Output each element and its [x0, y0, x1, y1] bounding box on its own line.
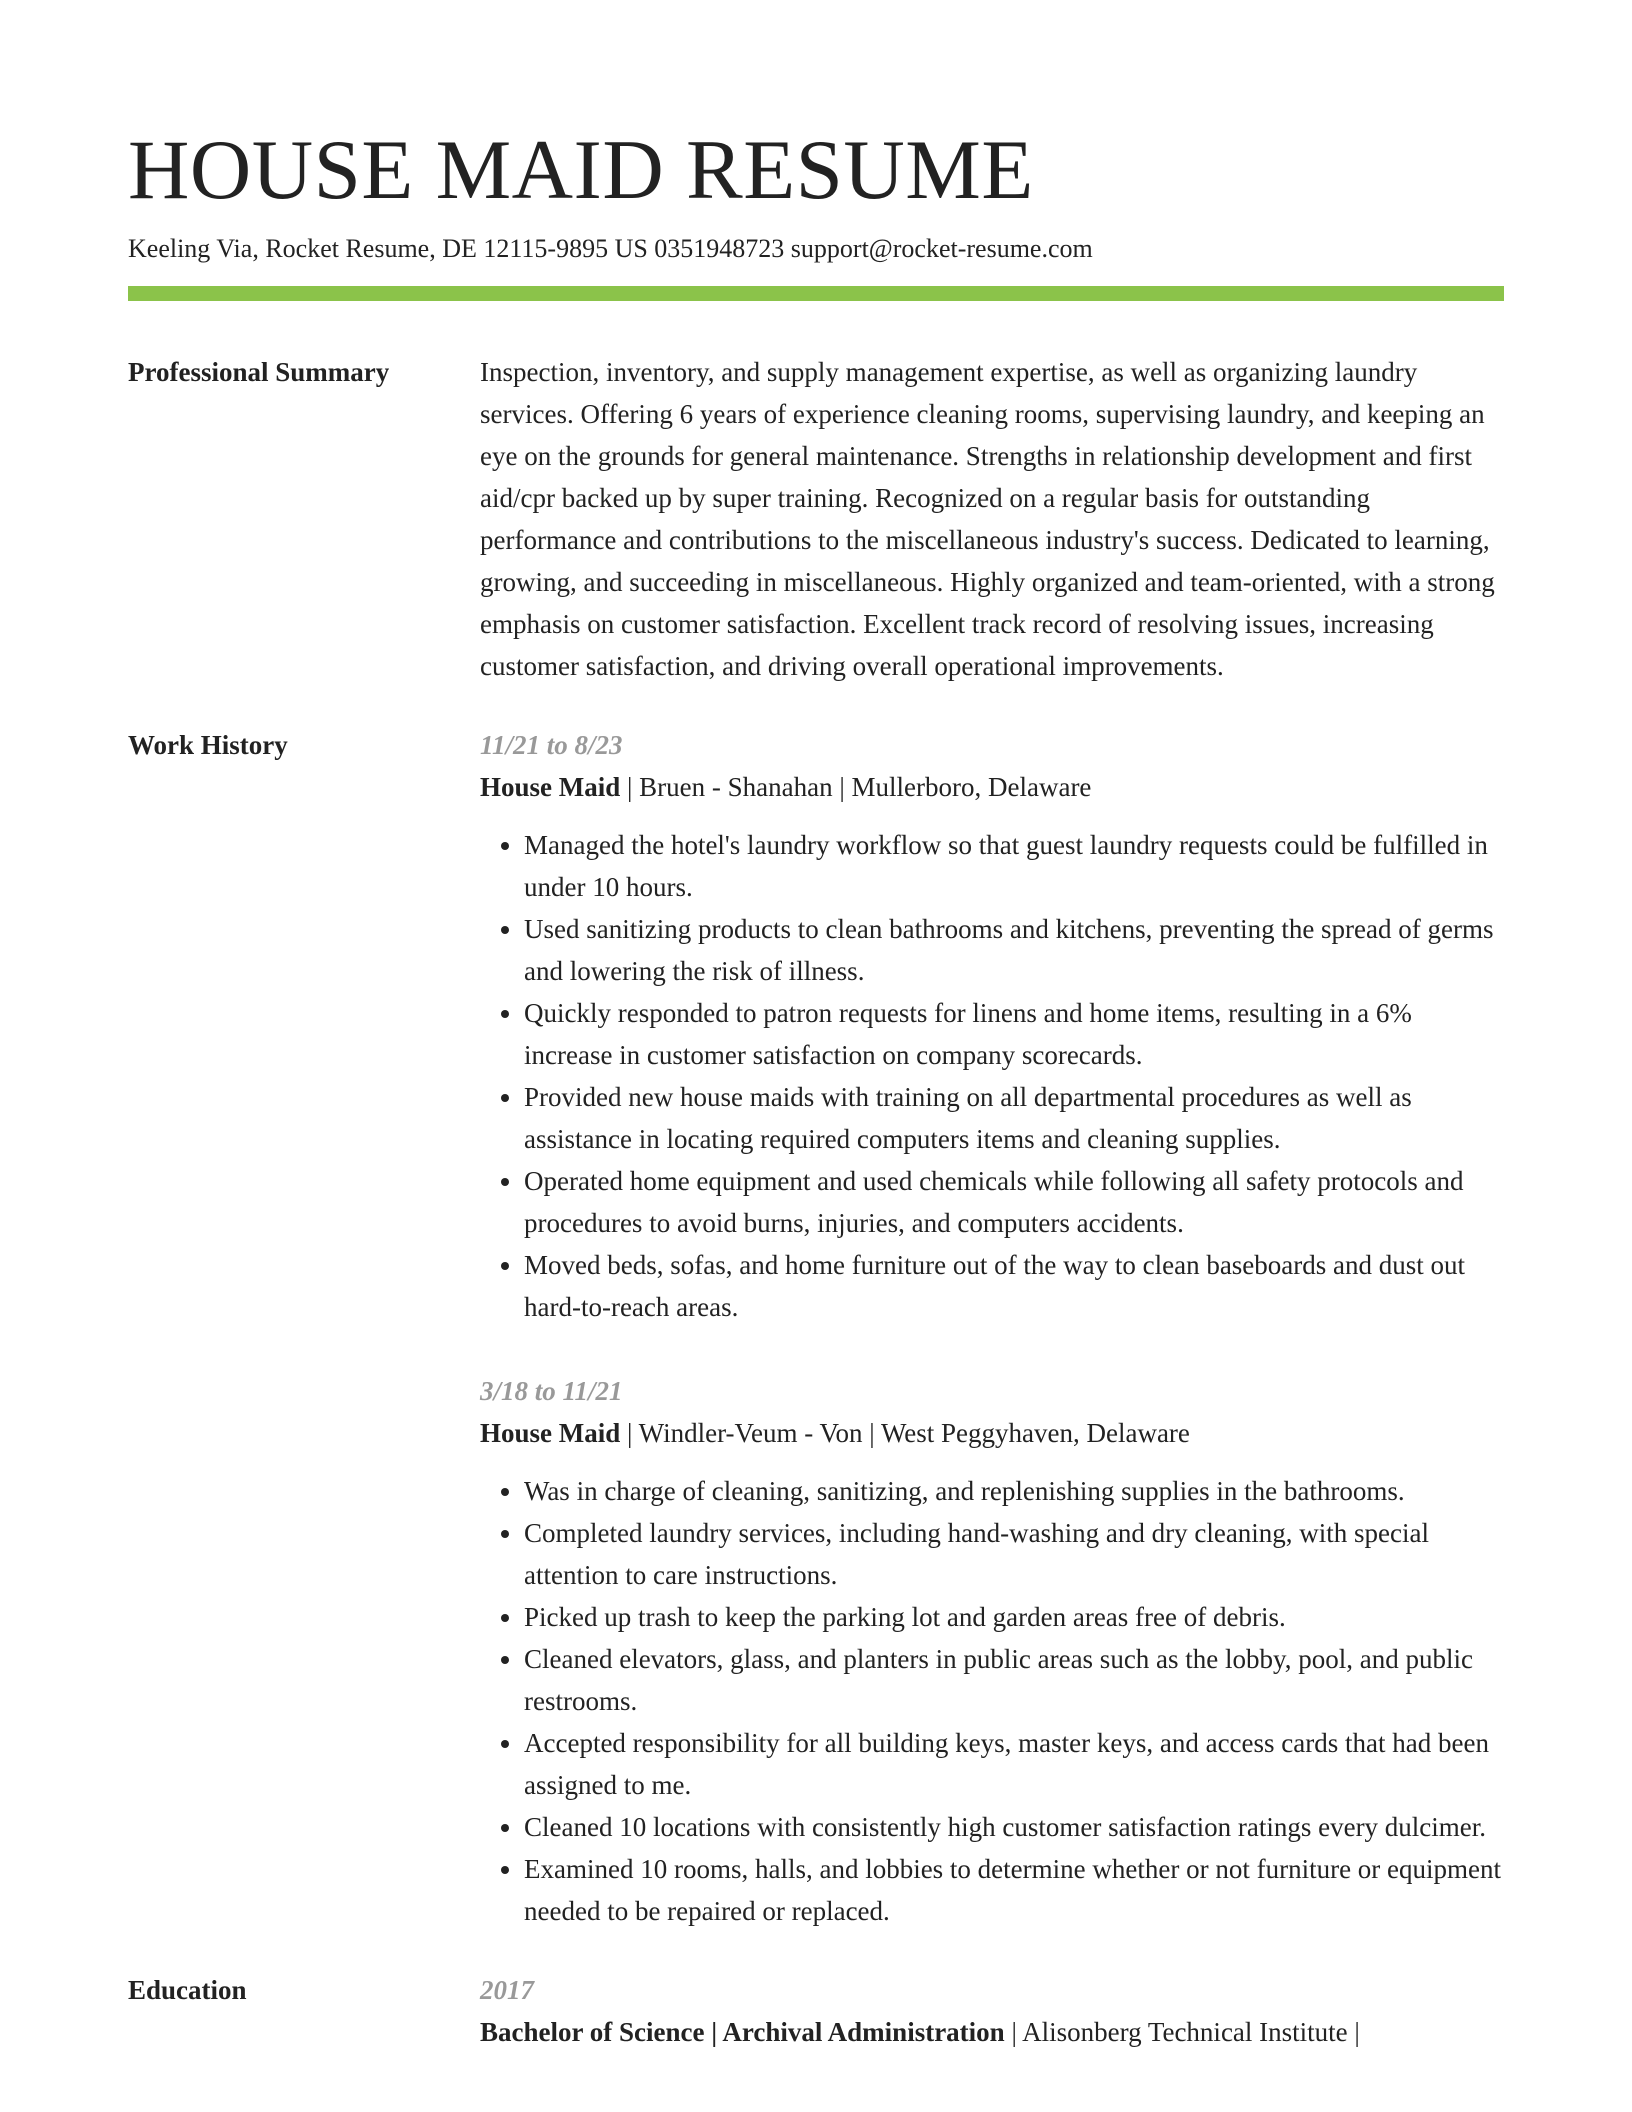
resume-content: [128, 351, 1504, 2090]
job-bullet: • Provided new house maids with training on all departmental procedures as well as assistance in locating required computers items and cleaning supplies.: [524, 1076, 1504, 1160]
section-heading-summary: Professional Summary: [128, 357, 390, 387]
work-history-body: [480, 724, 1504, 1932]
job-employer-location: | Windler-Veum - Von | West Peggyhaven, Delaware: [620, 1418, 1190, 1448]
education-institution: | Alisonberg Technical Institute |: [1004, 2017, 1360, 2047]
job-role: House Maid: [480, 772, 621, 802]
job-entry: [480, 724, 1504, 1328]
education-degree-line: [480, 2011, 1504, 2053]
job-title-line: [480, 766, 1504, 808]
job-bullet: • Picked up trash to keep the parking lot and garden areas free of debris.: [524, 1596, 1504, 1638]
job-bullet: • Was in charge of cleaning, sanitizing, and replenishing supplies in the bathrooms.: [524, 1470, 1504, 1512]
job-bullet: • Operated home equipment and used chemicals while following all safety protocols and procedures to avoid burns, injuries, and computers accidents.: [524, 1160, 1504, 1244]
job-title-line: [480, 1412, 1504, 1454]
section-heading-education: Education: [128, 1975, 247, 2005]
education-body: [480, 1969, 1504, 2053]
job-bullet: • Used sanitizing products to clean bathrooms and kitchens, preventing the spread of germs and lowering the risk of illness.: [524, 908, 1504, 992]
education-degree: Bachelor of Science | Archival Administration: [480, 2017, 1005, 2047]
job-bullet: • Moved beds, sofas, and home furniture out of the way to clean baseboards and dust out hard-to-reach areas.: [524, 1244, 1504, 1328]
job-bullet: • Completed laundry services, including hand-washing and dry cleaning, with special attention to care instructions.: [524, 1512, 1504, 1596]
job-entry: [480, 1370, 1504, 1932]
summary-text: Inspection, inventory, and supply management expertise, as well as organizing laundry services. Offering 6 years of experience cleaning rooms, supervising laundry, and keeping an eye on the grounds for general maintenance. Strengths in relationship development and first aid/cpr backed up by super training. Recognized on a regular basis for outstanding performance and contributions to the miscellaneous industry's success. Dedicated to learning, growing, and succeeding in miscellaneous. Highly organized and team-oriented, with a strong emphasis on customer satisfaction. Excellent track record of resolving issues, increasing customer satisfaction, and driving overall operational improvements.: [480, 357, 1495, 681]
job-bullet-list: [480, 824, 1504, 1328]
education-year: 2017: [480, 1975, 534, 2005]
job-employer-location: | Bruen - Shanahan | Mullerboro, Delaware: [620, 772, 1092, 802]
job-bullet: • Accepted responsibility for all building keys, master keys, and access cards that had been assigned to me.: [524, 1722, 1504, 1806]
contact-line: Keeling Via, Rocket Resume, DE 12115-9895 US 0351948723 support@rocket-resume.com: [128, 234, 1093, 263]
education-section: [128, 1969, 1504, 2053]
job-dates: 11/21 to 8/23: [480, 730, 623, 760]
job-bullet: • Quickly responded to patron requests for linens and home items, resulting in a 6% increase in customer satisfaction on company scorecards.: [524, 992, 1504, 1076]
summary-body: [480, 351, 1504, 687]
professional-summary-section: [128, 351, 1504, 687]
job-bullet: • Cleaned 10 locations with consistently high customer satisfaction ratings every dulcimer.: [524, 1806, 1504, 1848]
resume-title: HOUSE MAID RESUME: [128, 123, 1034, 217]
job-bullet-list: [480, 1470, 1504, 1932]
job-bullet: • Examined 10 rooms, halls, and lobbies to determine whether or not furniture or equipment needed to be repaired or replaced.: [524, 1848, 1504, 1932]
accent-divider: [128, 286, 1504, 301]
job-role: House Maid: [480, 1418, 621, 1448]
job-bullet: • Cleaned elevators, glass, and planters in public areas such as the lobby, pool, and public restrooms.: [524, 1638, 1504, 1722]
work-history-section: [128, 724, 1504, 1932]
job-bullet: • Managed the hotel's laundry workflow so that guest laundry requests could be fulfilled in under 10 hours.: [524, 824, 1504, 908]
job-dates: 3/18 to 11/21: [480, 1376, 623, 1406]
section-heading-work: Work History: [128, 730, 288, 760]
